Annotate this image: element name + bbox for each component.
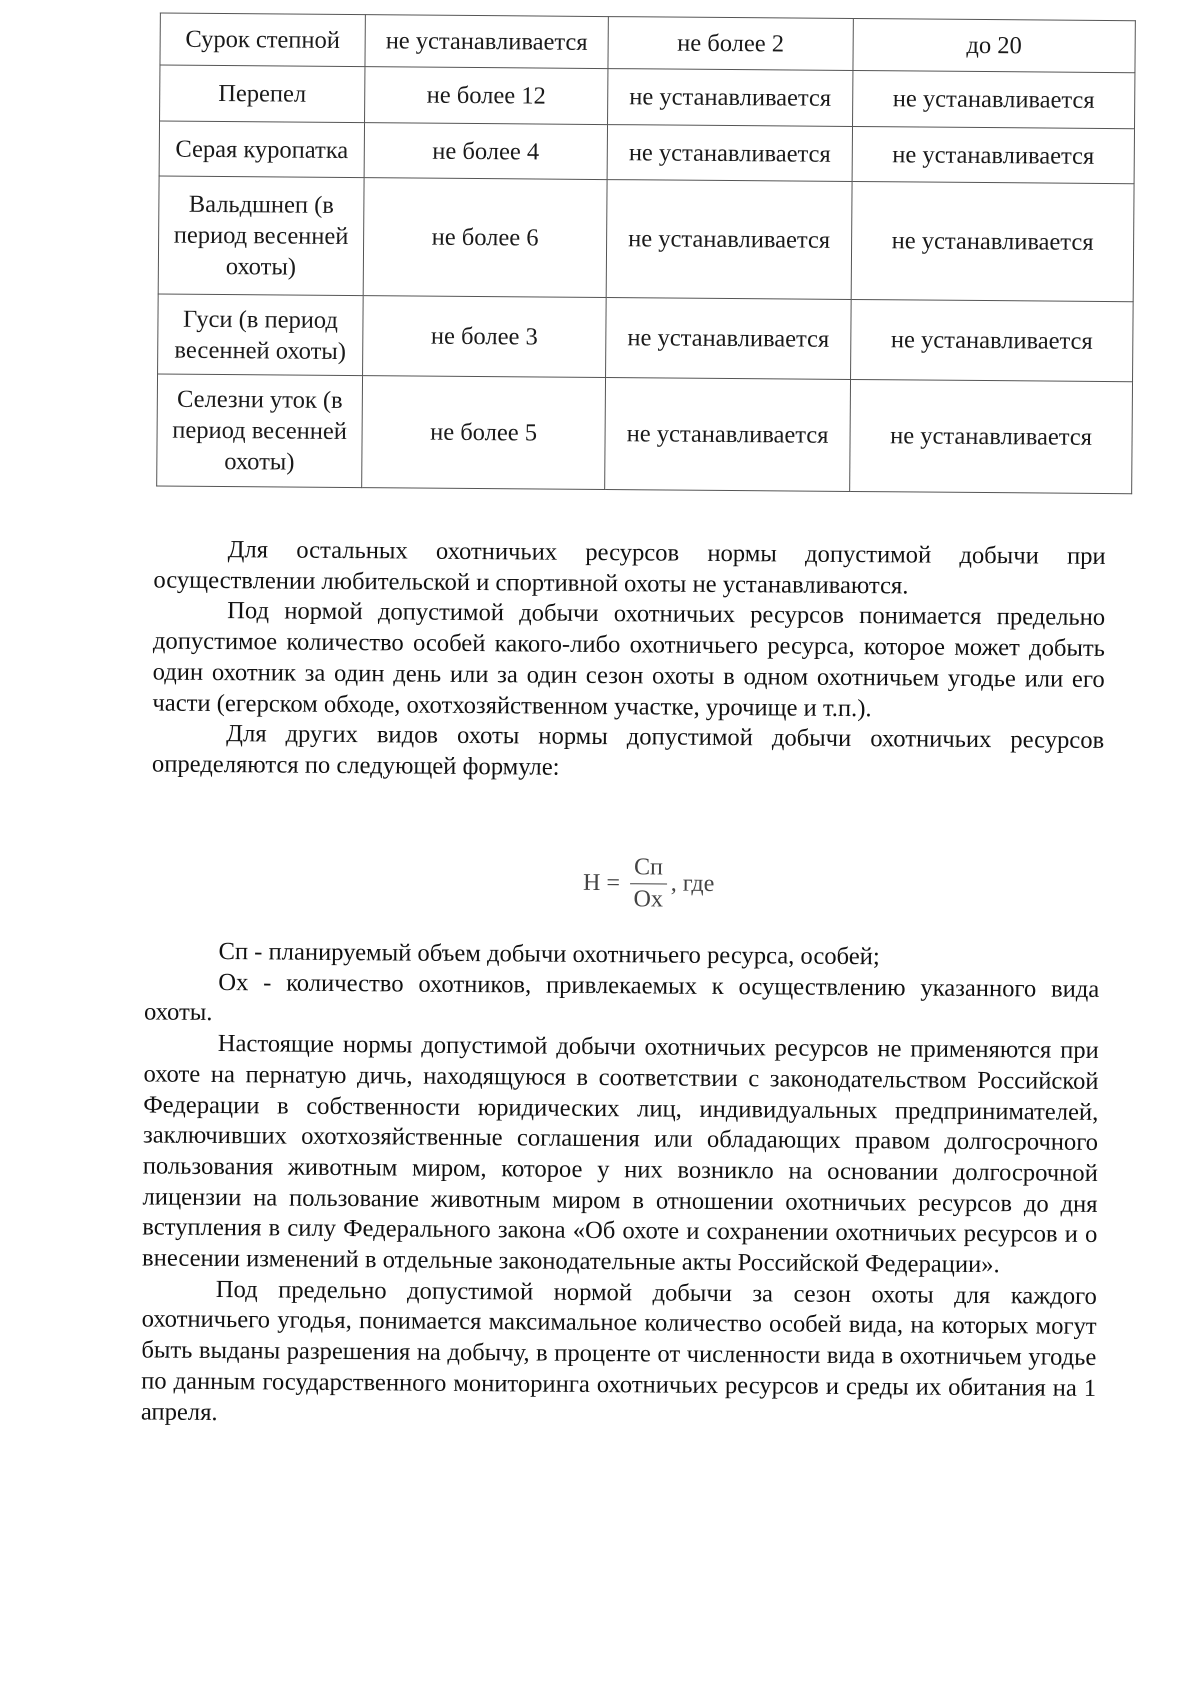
species-cell: Серая куропатка (159, 121, 364, 178)
table-row (160, 13, 1135, 73)
formula-suffix: , где (670, 870, 715, 897)
formula-denominator: Ох (633, 885, 664, 913)
norms-table (156, 13, 1136, 495)
species-cell: Гуси (в период весенней охоты) (158, 294, 364, 376)
norm-cell: не устанавливается (851, 181, 1134, 301)
norm-cell: не более 6 (363, 178, 607, 298)
norm-cell: не устанавливается (605, 378, 851, 492)
table-row (158, 176, 1134, 302)
paragraph: Под нормой допустимой добычи охотничьих ресурсов понимается предельно допустимое количество особей какого-либо охотничьего ресурса, которое может добыть один охотник за один день или за один сезон охоты в одном охотничьем угодье или его части (егерском обходе, охотхозяйственном участке, урочище и т.п.). (152, 597, 1106, 722)
formula-lhs: Н = (582, 869, 621, 896)
paragraph: Под предельно допустимой нормой добычи за сезон охоты для каждого охотничьего угодья, понимается максимальное количество особей вида, на которых могут быть выданы разрешения на добычу, в проценте от численности вида в охотничьем угодье по данным государственного мониторинга охотничьих ресурсов и среды их обитания на 1 апреля. (140, 1275, 1097, 1426)
norm-cell: не устанавливается (852, 126, 1134, 183)
definition: Ох - количество охотников, привлекаемых к осуществлению указанного вида охоты. (143, 968, 1100, 1027)
body-text-bottom (141, 936, 1100, 1435)
norm-cell: не устанавливается (607, 125, 852, 182)
species-cell: Сурок степной (160, 13, 365, 67)
norm-cell: не устанавливается (850, 379, 1133, 493)
table-row (158, 294, 1134, 382)
norm-cell: не устанавливается (365, 15, 608, 69)
formula-numerator: Сп (630, 854, 667, 884)
norm-cell: до 20 (853, 18, 1135, 72)
norm-cell: не устанавливается (851, 299, 1134, 381)
norm-cell: не более 5 (362, 376, 606, 490)
norm-cell: не более 3 (363, 296, 607, 378)
norm-cell: не более 4 (364, 123, 607, 180)
table-row (159, 121, 1134, 184)
norm-cell: не более 12 (365, 67, 608, 125)
table-row (157, 374, 1133, 494)
table-row (160, 65, 1135, 129)
formula (583, 848, 715, 919)
norm-cell: не устанавливается (608, 69, 853, 127)
definition: Сп - планируемый объем добычи охотничьего ресурса, особей; (218, 938, 880, 971)
norm-cell: не устанавливается (853, 70, 1135, 128)
paragraph: Для других видов охоты нормы допустимой добычи охотничьих ресурсов определяются по следующей формуле: (151, 720, 1105, 781)
norm-cell: не устанавливается (606, 298, 852, 380)
body-text-top (152, 535, 1106, 788)
species-cell: Перепел (160, 65, 365, 123)
species-cell: Вальдшнеп (в период весенней охоты) (158, 176, 364, 296)
formula-fraction (630, 854, 667, 913)
norm-cell: не более 2 (608, 17, 853, 71)
paragraph: Для остальных охотничьих ресурсов нормы допустимой добычи при осуществлении любительской и спортивной охоты не устанавливаются. (153, 536, 1106, 600)
species-cell: Селезни уток (в период весенней охоты) (157, 374, 363, 488)
norm-cell: не устанавливается (606, 180, 852, 300)
paragraph: Настоящие нормы допустимой добычи охотничьих ресурсов не применяются при охоте на пернатую дичь, находящуюся в соответствии с законодательством Российской Федерации в собственности юридических лиц, индивидуальных предпринимателей, заключивших охотхозяйственные соглашения или обладающих правом долгосрочного пользования животным миром, которое у них возникло на основании долгосрочной лицензии на пользование животным миром в отношении охотничьих ресурсов до дня вступления в силу Федерального закона «Об охоте и сохранении охотничьих ресурсов и о внесении изменений в отдельные законодательные акты Российской Федерации». (141, 1030, 1099, 1279)
